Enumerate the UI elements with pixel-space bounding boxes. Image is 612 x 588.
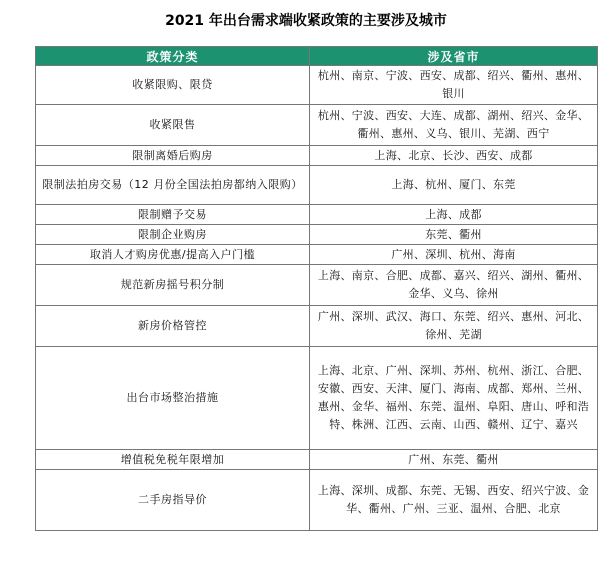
policy-category-cell: 限制赠予交易 — [36, 205, 310, 225]
cities-cell: 上海、成都 — [310, 205, 598, 225]
table-row — [36, 66, 598, 105]
policy-category-cell: 增值税免税年限增加 — [36, 450, 310, 470]
table-header-row — [36, 47, 598, 66]
table-row — [36, 450, 598, 470]
table-row — [36, 146, 598, 166]
cities-cell: 上海、北京、长沙、西安、成都 — [310, 146, 598, 166]
policy-category-cell: 出台市场整治措施 — [36, 347, 310, 450]
policy-category-cell: 限制离婚后购房 — [36, 146, 310, 166]
cities-cell: 杭州、南京、宁波、西安、成都、绍兴、衢州、惠州、银川 — [310, 66, 598, 105]
policy-table — [35, 46, 598, 531]
table-row — [36, 470, 598, 531]
policy-category-cell: 取消人才购房优惠/提高入户门槛 — [36, 245, 310, 265]
table-row — [36, 205, 598, 225]
policy-category-cell: 收紧限售 — [36, 105, 310, 146]
cities-cell: 上海、深圳、成都、东莞、无锡、西安、绍兴宁波、金华、衢州、广州、三亚、温州、合肥、北京 — [310, 470, 598, 531]
policy-category-cell: 收紧限购、限贷 — [36, 66, 310, 105]
table-row — [36, 225, 598, 245]
policy-category-cell: 新房价格管控 — [36, 306, 310, 347]
cities-cell: 杭州、宁波、西安、大连、成都、湖州、绍兴、金华、衢州、惠州、义乌、银川、芜湖、西宁 — [310, 105, 598, 146]
cities-cell: 上海、杭州、厦门、东莞 — [310, 166, 598, 205]
header-policy-category: 政策分类 — [36, 47, 310, 66]
policy-category-cell: 规范新房摇号积分制 — [36, 265, 310, 306]
cities-cell: 广州、深圳、杭州、海南 — [310, 245, 598, 265]
policy-category-cell: 二手房指导价 — [36, 470, 310, 531]
cities-cell: 东莞、衢州 — [310, 225, 598, 245]
header-cities: 涉及省市 — [310, 47, 598, 66]
table-row — [36, 306, 598, 347]
policy-category-cell: 限制法拍房交易（12 月份全国法拍房都纳入限购） — [36, 166, 310, 205]
document-title: 2021 年出台需求端收紧政策的主要涉及城市 — [165, 13, 447, 29]
table-row — [36, 166, 598, 205]
cities-cell: 上海、南京、合肥、成都、嘉兴、绍兴、湖州、衢州、金华、义乌、徐州 — [310, 265, 598, 306]
table-row — [36, 265, 598, 306]
cities-cell: 广州、东莞、衢州 — [310, 450, 598, 470]
table-row — [36, 105, 598, 146]
policy-category-cell: 限制企业购房 — [36, 225, 310, 245]
table-row — [36, 245, 598, 265]
cities-cell: 上海、北京、广州、深圳、苏州、杭州、浙江、合肥、安徽、西安、天津、厦门、海南、成都、郑州、兰州、惠州、金华、福州、东莞、温州、阜阳、唐山、呼和浩特、株洲、江西、云南、山西、赣州、辽宁、嘉兴 — [310, 347, 598, 450]
table-row — [36, 347, 598, 450]
cities-cell: 广州、深圳、武汉、海口、东莞、绍兴、惠州、河北、徐州、芜湖 — [310, 306, 598, 347]
